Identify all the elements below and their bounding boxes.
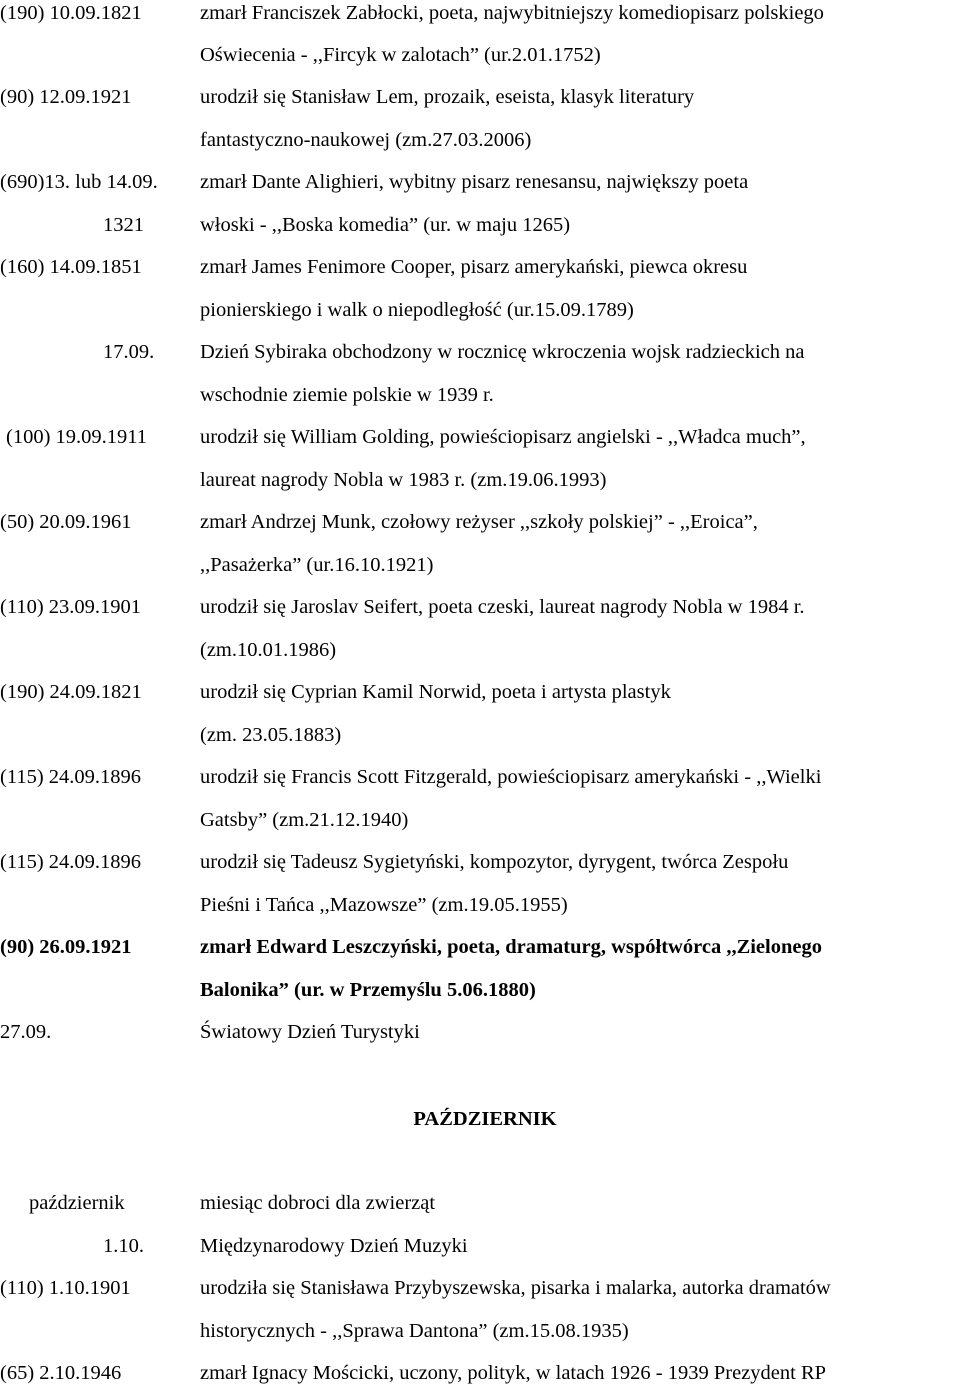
- entry-line: [0, 970, 960, 1010]
- entry-line: [0, 417, 960, 457]
- entry-text: Gatsby” (zm.21.12.1940): [200, 809, 409, 831]
- entry-text: włoski - ,,Boska komedia” (ur. w maju 1265): [200, 214, 571, 236]
- entry-text: urodził się Francis Scott Fitzgerald, powieściopisarz amerykański - ,,Wielki: [200, 766, 822, 788]
- entry-date: (115) 24.09.1896: [0, 851, 142, 873]
- entry-text: urodził się Jaroslav Seifert, poeta czeski, laureat nagrody Nobla w 1984 r.: [200, 596, 805, 618]
- entry-line: [0, 1311, 960, 1351]
- entry-line: [0, 1012, 960, 1052]
- entry-date: 27.09.: [0, 1021, 52, 1043]
- entry-line: [0, 332, 960, 372]
- entry-text: urodził się Stanisław Lem, prozaik, eseista, klasyk literatury: [200, 86, 695, 108]
- entry-line: [0, 1353, 960, 1393]
- entry-text: urodził się Cyprian Kamil Norwid, poeta i artysta plastyk: [200, 681, 671, 703]
- entry-line: [0, 205, 960, 245]
- entry-text: ,,Pasażerka” (ur.16.10.1921): [200, 554, 434, 576]
- entry-line: [0, 120, 960, 160]
- entry-date: (110) 23.09.1901: [0, 596, 142, 618]
- entry-text: wschodnie ziemie polskie w 1939 r.: [200, 384, 494, 406]
- entry-text: (zm. 23.05.1883): [200, 724, 342, 746]
- entry-line: [0, 1268, 960, 1308]
- entry-line: [0, 545, 960, 585]
- entry-line: [0, 77, 960, 117]
- entry-text: zmarł Edward Leszczyński, poeta, dramaturg, współtwórca ,,Zielonego: [200, 936, 822, 958]
- entry-text: zmarł Franciszek Zabłocki, poeta, najwybitniejszy komediopisarz polskiego: [200, 2, 824, 24]
- entry-date: (100) 19.09.1911: [6, 426, 148, 448]
- entry-line: [0, 0, 960, 33]
- entry-line: [0, 587, 960, 627]
- entry-date: 17.09.: [103, 341, 155, 363]
- entry-text: historycznych - ,,Sprawa Dantona” (zm.15.08.1935): [200, 1320, 629, 1342]
- entry-line: [0, 290, 960, 330]
- entry-line: [0, 1183, 960, 1223]
- entry-text: pionierskiego i walk o niepodległość (ur.15.09.1789): [200, 299, 634, 321]
- entry-date: (115) 24.09.1896: [0, 766, 142, 788]
- entry-line: [0, 247, 960, 287]
- entry-text: urodziła się Stanisława Przybyszewska, pisarka i malarka, autorka dramatów: [200, 1277, 831, 1299]
- entry-text: zmarł Ignacy Mościcki, uczony, polityk, w latach 1926 - 1939 Prezydent RP: [200, 1362, 827, 1384]
- entry-line: [0, 672, 960, 712]
- entry-text: zmarł Andrzej Munk, czołowy reżyser ,,szkoły polskiej” - ,,Eroica”,: [200, 511, 758, 533]
- entry-line: [0, 757, 960, 797]
- entry-line: [0, 630, 960, 670]
- entry-text: Międzynarodowy Dzień Muzyki: [200, 1235, 468, 1257]
- entry-line: [0, 800, 960, 840]
- entry-line: [0, 715, 960, 755]
- section-heading: PAŹDZIERNIK: [413, 1108, 557, 1130]
- entry-date: (160) 14.09.1851: [0, 256, 142, 278]
- entry-text: urodził się William Golding, powieściopisarz angielski - ,,Władca much”,: [200, 426, 806, 448]
- entry-line: [0, 1226, 960, 1266]
- entry-text: Światowy Dzień Turystyki: [200, 1021, 420, 1043]
- entry-date: (690)13. lub 14.09.: [0, 171, 158, 193]
- entry-line: [0, 842, 960, 882]
- entry-date: (190) 24.09.1821: [0, 681, 142, 703]
- entry-text: fantastyczno-naukowej (zm.27.03.2006): [200, 129, 532, 151]
- entry-text: Oświecenia - ,,Fircyk w zalotach” (ur.2.01.1752): [200, 44, 601, 66]
- entry-date: (65) 2.10.1946: [0, 1362, 122, 1384]
- entry-text: Pieśni i Tańca ,,Mazowsze” (zm.19.05.1955): [200, 894, 568, 916]
- entry-date: (90) 26.09.1921: [0, 936, 132, 958]
- entry-text: Balonika” (ur. w Przemyślu 5.06.1880): [200, 979, 536, 1001]
- entry-date: (190) 10.09.1821: [0, 2, 142, 24]
- entry-date: (110) 1.10.1901: [0, 1277, 131, 1299]
- entry-text: Dzień Sybiraka obchodzony w rocznicę wkroczenia wojsk radzieckich na: [200, 341, 805, 363]
- entry-text: miesiąc dobroci dla zwierząt: [200, 1192, 436, 1214]
- entry-date: (90) 12.09.1921: [0, 86, 132, 108]
- entry-line: [0, 502, 960, 542]
- entry-date: październik: [29, 1192, 125, 1214]
- entry-line: [0, 460, 960, 500]
- entry-line: [0, 885, 960, 925]
- entry-date: 1321: [103, 214, 144, 236]
- entry-date: (50) 20.09.1961: [0, 511, 132, 533]
- entry-line: [0, 375, 960, 415]
- entry-line: [0, 927, 960, 967]
- entry-date: 1.10.: [103, 1235, 144, 1257]
- entry-text: (zm.10.01.1986): [200, 639, 337, 661]
- entry-line: [0, 35, 960, 75]
- entry-text: laureat nagrody Nobla w 1983 r. (zm.19.06.1993): [200, 469, 607, 491]
- entry-line: [0, 162, 960, 202]
- entry-text: zmarł Dante Alighieri, wybitny pisarz renesansu, największy poeta: [200, 171, 749, 193]
- entry-text: zmarł James Fenimore Cooper, pisarz amerykański, piewca okresu: [200, 256, 748, 278]
- entry-text: urodził się Tadeusz Sygietyński, kompozytor, dyrygent, twórca Zespołu: [200, 851, 789, 873]
